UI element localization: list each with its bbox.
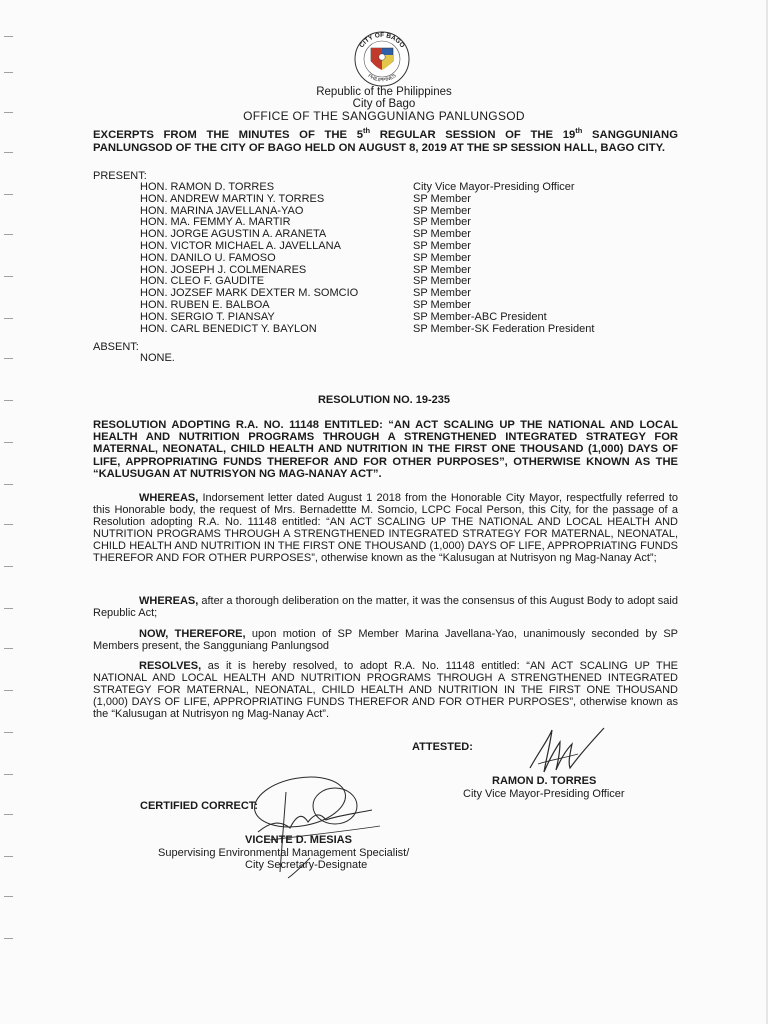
member-name: HON. RUBEN E. BALBOA (140, 298, 270, 311)
paragraph-text: after a thorough deliberation on the matter, it was the consensus of this August Body to adopt said Republic Act; (93, 595, 678, 619)
resolution-title: RESOLUTION ADOPTING R.A. NO. 11148 ENTITLED: “AN ACT SCALING UP THE NATIONAL AND LOCAL HEALTH AND NUTRITION PROGRAMS THROUGH A STRENGTHENED INTEGRATED STRATEGY FOR MATERNAL, NEONATAL, CHILD HEALTH AND NUTRITION IN THE FIRST ONE THOUSAND (1,000) DAYS OF LIFE, APPROPRIATING FUNDS THEREFOR AND FOR OTHER PURPOSES”, OTHERWISE KNOWN AS THE “KALUSUGAN AT NUTRISYON NG MAG-NANAY ACT”. (93, 419, 678, 480)
paragraph-text: upon motion of SP Member Marina Javellana-Yao, unanimously seconded by SP Members present, the Sangguniang Panlungsod (93, 628, 678, 652)
absent-value: NONE. (140, 352, 175, 364)
paragraph-lead: NOW, THEREFORE, (139, 628, 246, 640)
member-name: HON. CLEO F. GAUDITE (140, 275, 265, 288)
present-label: PRESENT: (93, 170, 147, 182)
paragraph-lead: RESOLVES, (139, 660, 202, 672)
absent-label: ABSENT: (93, 341, 139, 353)
page-edge-marks (4, 0, 16, 1024)
member-role: City Vice Mayor-Presiding Officer (413, 181, 575, 193)
member-role: SP Member (413, 275, 471, 288)
member-name: HON. DANILO U. FAMOSO (140, 251, 276, 264)
excerpt-part3: SANGGUNIANG PANLUNGSOD OF THE CITY OF BAGO HELD ON AUGUST 8, 2019 AT THE SP SESSION HALL, BAGO CITY. (93, 129, 678, 154)
attested-signature (520, 720, 610, 780)
resolution-number: RESOLUTION NO. 19-235 (317, 394, 451, 406)
member-name: HON. MA. FEMMY A. MARTIR (140, 216, 291, 229)
member-role: SP Member (413, 204, 471, 217)
excerpt-sup2: th (575, 126, 583, 136)
member-role: SP Member (413, 298, 471, 311)
excerpt-part2: REGULAR SESSION OF THE 19 (370, 129, 576, 141)
certified-title-2: City Secretary-Designate (245, 859, 368, 871)
member-name: HON. ANDREW MARTIN Y. TORRES (140, 192, 325, 205)
paragraph-text: Indorsement letter dated August 1 2018 from the Honorable City Mayor, respectfully referred to this Honorable body, the request of Mrs. Bernadettte M. Somcio, LCPC Focal Person, this City, for the passage of a Resolution adopting R.A. No. 11148 entitled: “AN ACT SCALING UP THE NATIONAL AND LOCAL HEALTH AND NUTRITION PROGRAMS THROUGH A STRENGTHENED INTEGRATED STRATEGY FOR MATERNAL, NEONATAL, CHILD HEALTH AND NUTRITION IN THE FIRST ONE THOUSAND (1,000) DAYS OF LIFE, APPROPRIATING FUNDS THEREFOR AND FOR OTHER PURPOSES”, otherwise known as the “Kalusugan at Nutrisyon ng Mag-Nanay Act”; (93, 492, 678, 564)
member-name: HON. VICTOR MICHAEL A. JAVELLANA (140, 239, 341, 252)
member-role: SP Member-ABC President (413, 310, 547, 323)
whereas-paragraph-2 (93, 596, 678, 620)
resolves-paragraph (93, 661, 678, 721)
excerpt-part1: EXCERPTS FROM THE MINUTES OF THE 5 (93, 129, 364, 141)
member-name: HON. MARINA JAVELLANA-YAO (140, 204, 304, 217)
header-city: City of Bago (352, 98, 416, 110)
now-therefore-paragraph (93, 629, 678, 653)
whereas-paragraph-1 (93, 493, 678, 564)
header-republic: Republic of the Philippines (316, 86, 452, 98)
member-name: HON. CARL BENEDICT Y. BAYLON (140, 322, 317, 335)
member-role: SP Member (413, 192, 471, 205)
certified-label: CERTIFIED CORRECT: (140, 800, 258, 812)
member-role: SP Member (413, 263, 471, 276)
attested-name: RAMON D. TORRES (492, 775, 597, 787)
paragraph-lead: WHEREAS, (139, 492, 199, 504)
member-role: SP Member (413, 228, 471, 241)
excerpt-sup1: th (363, 126, 371, 136)
member-role: SP Member (413, 287, 471, 300)
seal-bottom-text: PHILIPPINES (366, 73, 398, 84)
attested-title: City Vice Mayor-Presiding Officer (463, 788, 625, 800)
header-office: OFFICE OF THE SANGGUNIANG PANLUNGSOD (243, 109, 525, 123)
certified-title-1: Supervising Environmental Management Specialist/ (158, 847, 410, 859)
paragraph-text: as it is hereby resolved, to adopt R.A. No. 11148 entitled: “AN ACT SCALING UP THE NATIONAL AND LOCAL HEALTH AND NUTRITION PROGRAMS THROUGH A STRENGTHENED INTEGRATED STRATEGY FOR MATERNAL, NEONATAL, CHILD HEALTH AND NUTRITION IN THE FIRST ONE THOUSAND (1,000) DAYS OF LIFE, APPROPRIATING FUNDS THEREFOR AND FOR OTHER PURPOSES”, otherwise known as the “Kalusugan at Nutrisyon ng Mag-Nanay Act”. (93, 660, 678, 720)
certified-name: VICENTE D. MESIAS (245, 834, 352, 846)
member-role: SP Member-SK Federation President (413, 322, 595, 335)
member-role: SP Member (413, 216, 471, 229)
member-name: HON. JOZSEF MARK DEXTER M. SOMCIO (140, 287, 359, 300)
member-name: HON. RAMON D. TORRES (140, 181, 275, 193)
city-seal-logo (343, 28, 421, 88)
paragraph-lead: WHEREAS, (139, 595, 199, 607)
member-name: HON. JORGE AGUSTIN A. ARANETA (140, 228, 327, 241)
minutes-excerpt-heading (93, 126, 678, 154)
member-role: SP Member (413, 239, 471, 252)
attested-label: ATTESTED: (412, 741, 473, 753)
member-name: HON. SERGIO T. PIANSAY (140, 310, 275, 323)
member-name: HON. JOSEPH J. COLMENARES (140, 263, 307, 276)
member-role: SP Member (413, 251, 471, 264)
seal-top-text: CITY OF BAGO (358, 31, 406, 50)
